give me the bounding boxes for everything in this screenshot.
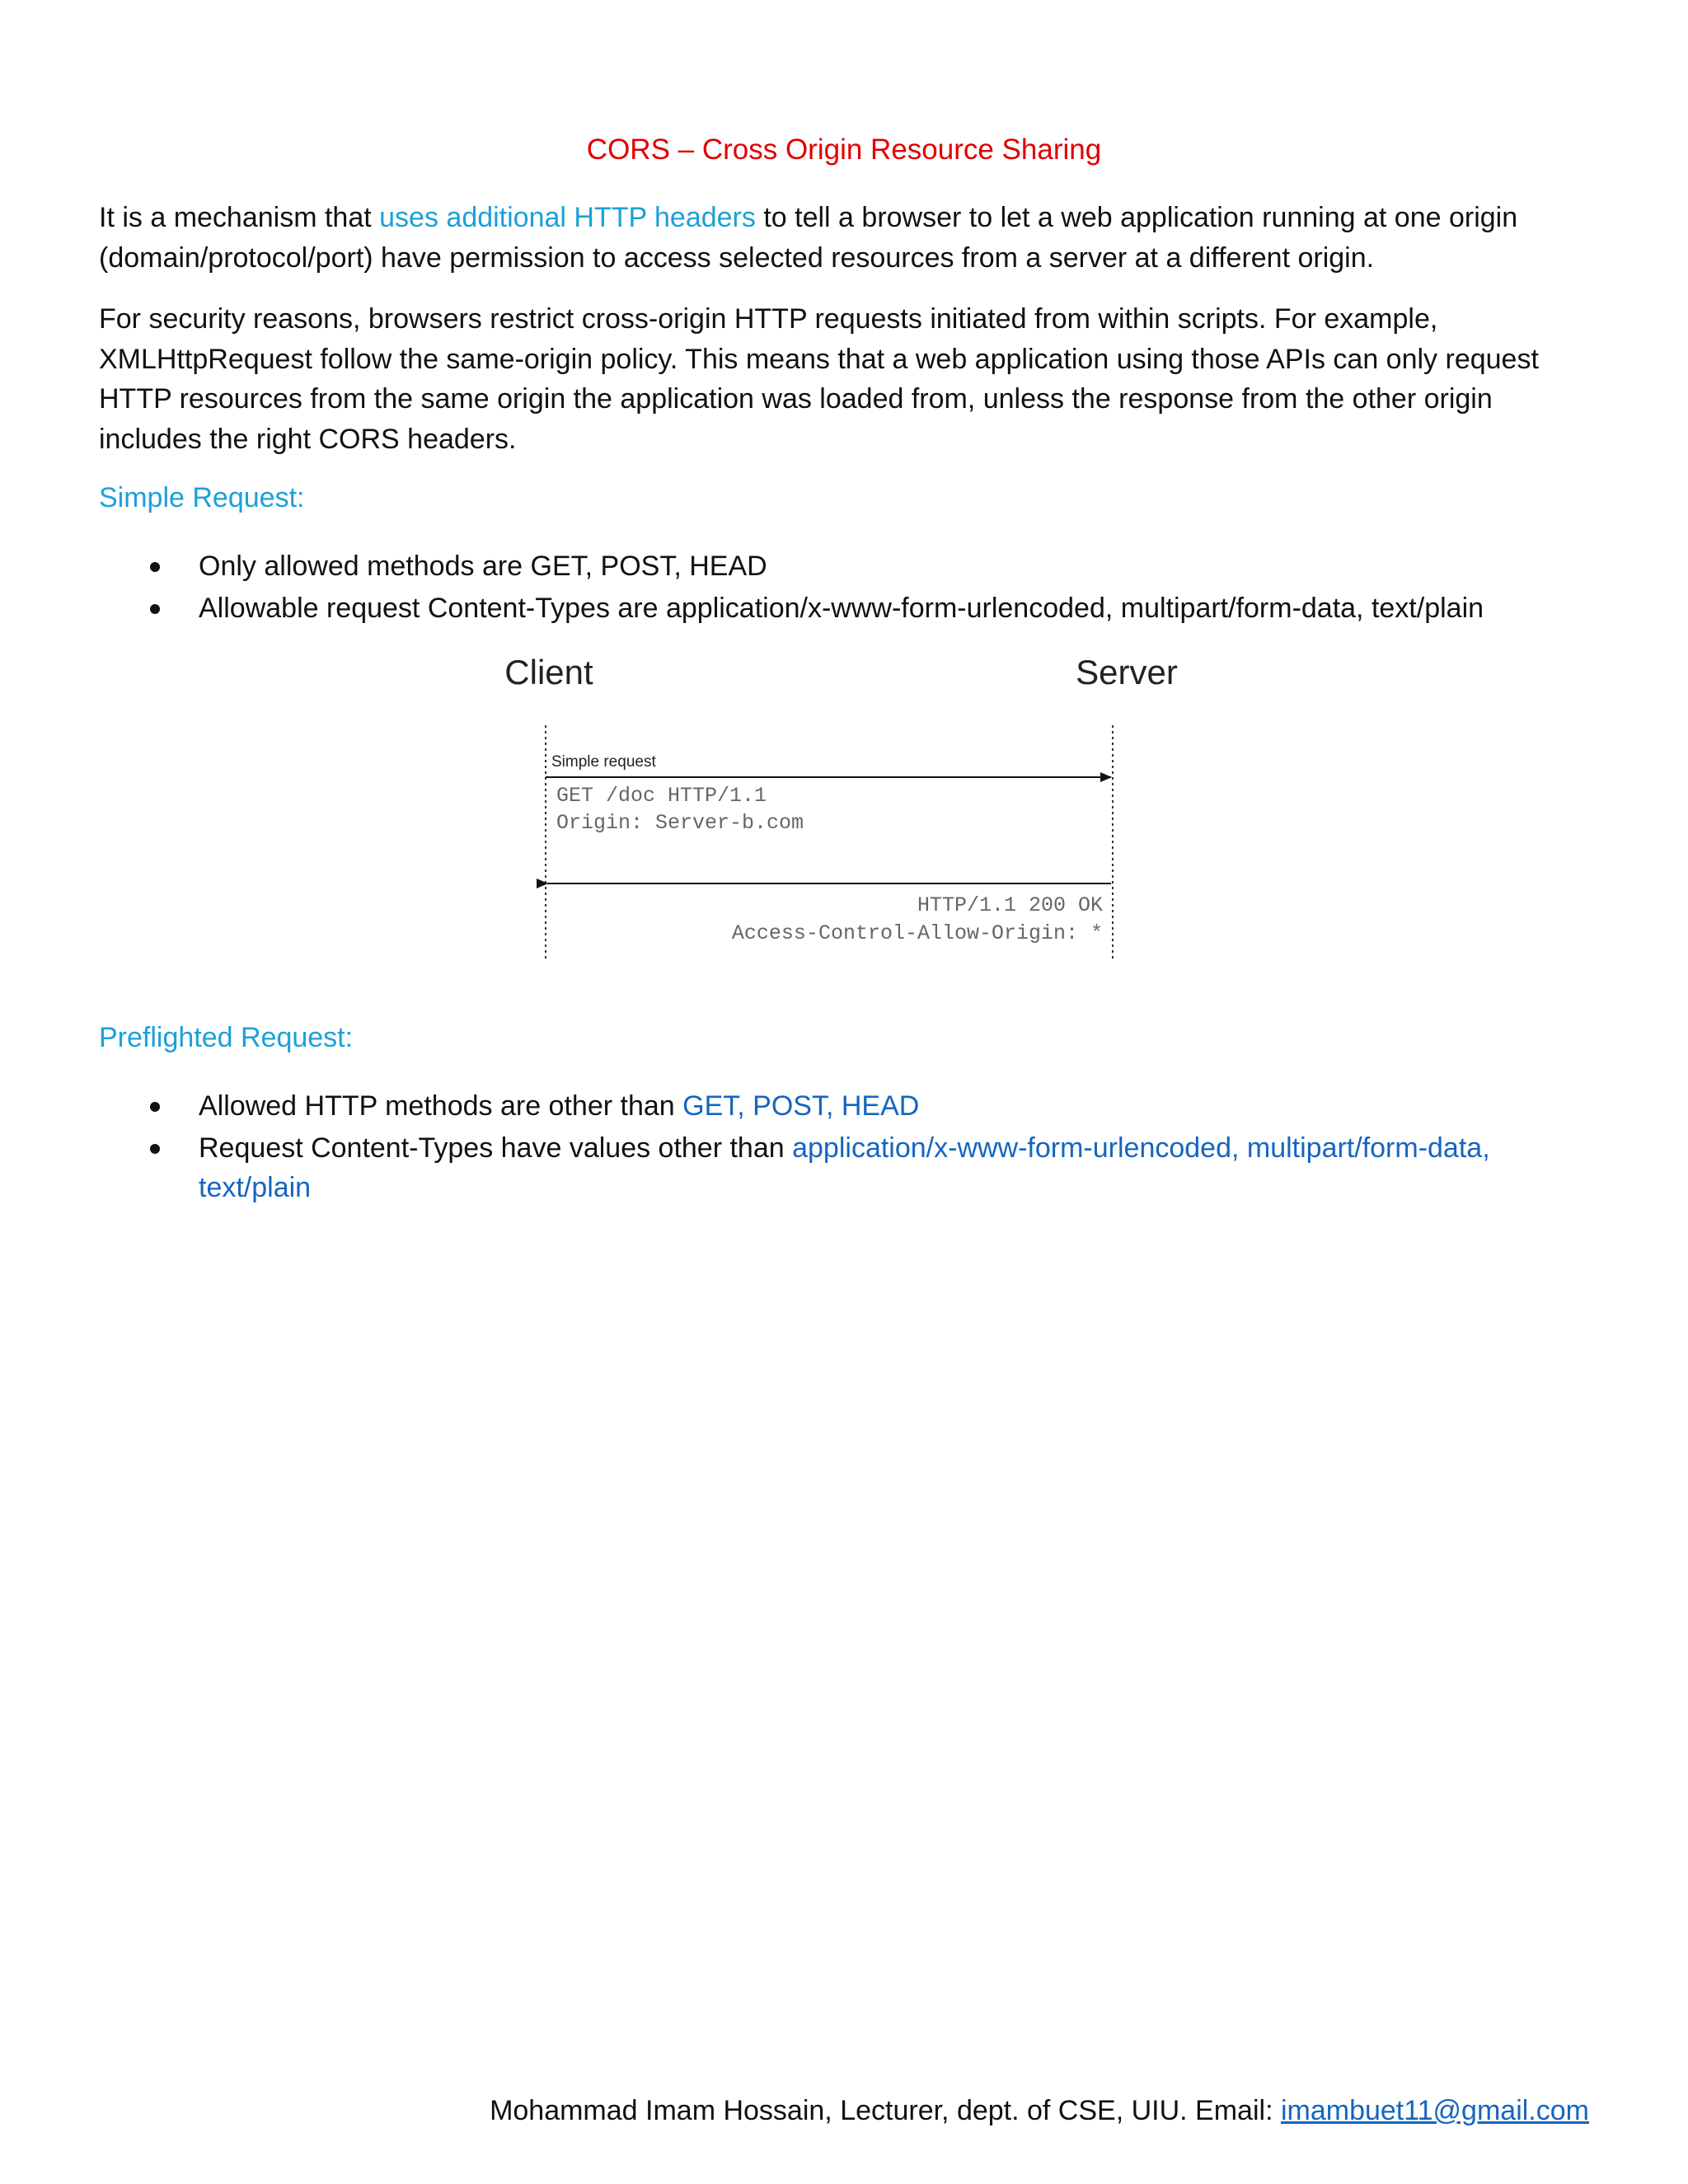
preflight-bullet-1-prefix: Allowed HTTP methods are other than	[199, 1090, 683, 1122]
list-item	[99, 1086, 1566, 1127]
response-line-1: HTTP/1.1 200 OK	[917, 893, 1103, 917]
preflighted-request-list	[99, 1086, 1566, 1210]
simple-request-label: Simple request	[551, 753, 656, 771]
simple-request-list	[99, 546, 1566, 630]
intro-suffix: to tell a browser to let a web application running at one origin (domain/protocol/port) have permission to access selected resources from a server at a different origin.	[99, 202, 1518, 274]
security-paragraph: For security reasons, browsers restrict cross-origin HTTP requests initiated from within scripts. For example, XMLHttpRequest follow the same-origin policy. This means that a web application using those APIs can only request HTTP resources from the same origin the application was loaded from, unless the response from the other origin includes the right CORS headers.	[99, 303, 1539, 455]
bullet-icon	[150, 1144, 160, 1154]
page-title: CORS – Cross Origin Resource Sharing	[586, 134, 1102, 166]
footer-email-link[interactable]: imambuet11@gmail.com	[1280, 2095, 1589, 2126]
diagram-svg	[478, 651, 1220, 972]
intro-prefix: It is a mechanism that	[99, 202, 380, 233]
footer-text: Mohammad Imam Hossain, Lecturer, dept. of CSE, UIU. Email:	[490, 2095, 1281, 2126]
list-item	[99, 546, 1566, 587]
preflight-bullet-2-prefix: Request Content-Types have values other than	[199, 1132, 793, 1164]
simple-bullet-text: Allowable request Content-Types are application/x-www-form-urlencoded, multipart/form-data, text/plain	[199, 592, 1484, 624]
bullet-icon	[150, 1102, 160, 1112]
client-label: Client	[504, 653, 593, 691]
preflight-bullet-1-highlight: GET, POST, HEAD	[682, 1090, 920, 1122]
cors-sequence-diagram	[478, 651, 1220, 972]
list-item	[99, 1128, 1566, 1208]
preflight-bullet-2-highlight: application/x-www-form-urlencoded, multipart/form-data, text/plain	[199, 1132, 1490, 1203]
page-footer	[0, 2095, 1589, 2127]
bullet-icon	[150, 562, 160, 572]
simple-bullet-text: Only allowed methods are GET, POST, HEAD	[199, 551, 767, 582]
preflighted-request-heading: Preflighted Request:	[99, 1022, 354, 1053]
simple-request-heading: Simple Request:	[99, 482, 305, 513]
bullet-icon	[150, 604, 160, 614]
intro-highlight: uses additional HTTP headers	[379, 202, 756, 233]
request-line-2: Origin: Server-b.com	[556, 811, 804, 835]
list-item	[99, 588, 1566, 629]
server-label: Server	[1076, 653, 1178, 691]
response-line-2: Access-Control-Allow-Origin: *	[731, 921, 1103, 945]
request-line-1: GET /doc HTTP/1.1	[556, 784, 767, 808]
intro-paragraph	[99, 198, 1566, 278]
